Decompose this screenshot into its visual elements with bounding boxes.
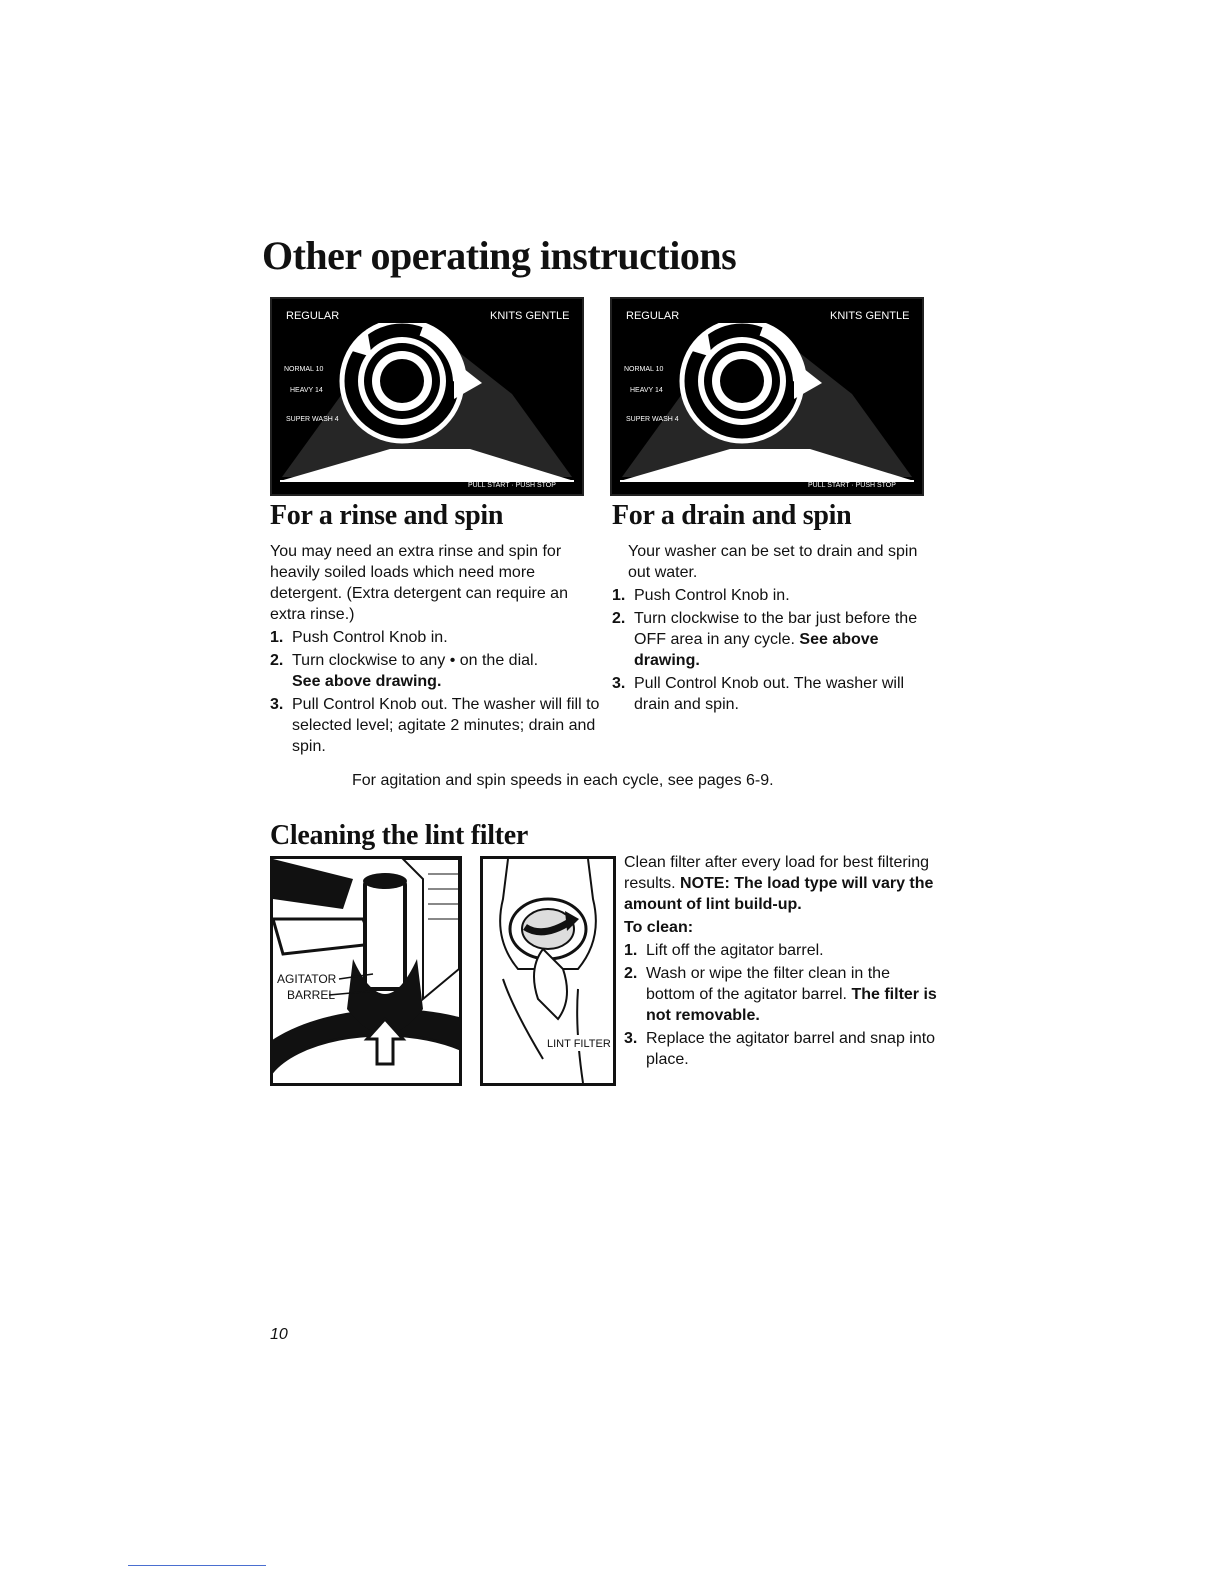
rinse-spin-intro: You may need an extra rinse and spin for heavily soiled loads which need more detergent. (Extra detergent can require an extra rinse.) <box>270 543 568 623</box>
to-clean-label: To clean: <box>624 919 694 936</box>
step-text: Wash or wipe the filter clean in the bottom of the agitator barrel. <box>646 965 890 1003</box>
label-regular: REGULAR <box>286 310 340 322</box>
drain-spin-steps <box>612 585 932 715</box>
step-text: Replace the agitator barrel and snap into place. <box>646 1030 936 1068</box>
step-number: 1. <box>624 942 638 959</box>
lint-filter-drawing <box>483 859 613 1083</box>
label-heavy: HEAVY 14 <box>290 387 323 394</box>
label-heavy: HEAVY 14 <box>630 387 663 394</box>
label-regular: REGULAR <box>626 310 680 322</box>
heading-rinse-spin: For a rinse and spin <box>270 500 504 531</box>
heading-lint-filter: Cleaning the lint filter <box>270 820 528 851</box>
list-item <box>624 1028 942 1070</box>
heading-drain-spin: For a drain and spin <box>612 500 852 531</box>
speeds-note: For agitation and spin speeds in each cycle, see pages 6-9. <box>352 772 774 789</box>
list-item <box>624 940 942 961</box>
step-number: 1. <box>612 587 626 604</box>
label-pull-start: PULL START · PUSH STOP <box>468 482 556 489</box>
step-text: Push Control Knob in. <box>634 587 790 604</box>
rinse-spin-steps <box>270 627 600 757</box>
dial-panel-rinse-spin <box>270 297 584 496</box>
label-agitator: AGITATOR <box>277 972 337 986</box>
control-dial-illustration <box>612 299 922 494</box>
lint-intro <box>624 852 942 915</box>
label-normal: NORMAL 10 <box>624 366 664 373</box>
drain-spin-intro: Your washer can be set to drain and spin out water. <box>628 543 918 581</box>
footer-rule <box>128 1565 266 1566</box>
step-number: 3. <box>612 675 626 692</box>
step-emphasis: See above drawing. <box>292 673 442 690</box>
list-item <box>624 963 942 1026</box>
step-number: 3. <box>270 696 284 713</box>
agitator-barrel-illustration <box>270 856 462 1086</box>
list-item <box>270 627 600 648</box>
step-number: 2. <box>270 652 284 669</box>
step-number: 3. <box>624 1030 638 1047</box>
lint-steps <box>624 940 942 1070</box>
label-knits-gentle: KNITS GENTLE <box>490 310 570 322</box>
label-normal: NORMAL 10 <box>284 366 324 373</box>
drain-spin-text <box>612 541 932 715</box>
step-text: Push Control Knob in. <box>292 629 448 646</box>
lint-filter-text <box>624 852 942 1070</box>
page-number: 10 <box>270 1326 288 1343</box>
step-number: 2. <box>612 610 626 627</box>
list-item <box>270 694 600 757</box>
lint-intro-text: Clean filter after every load for best filtering results. <box>624 854 930 892</box>
step-text: Lift off the agitator barrel. <box>646 942 824 959</box>
page-title: Other operating instructions <box>262 233 737 278</box>
rinse-spin-text <box>270 541 600 757</box>
step-text: Turn clockwise to the bar just before the OFF area in any cycle. <box>634 610 918 648</box>
list-item <box>612 585 932 606</box>
label-barrel: BARREL <box>287 988 336 1002</box>
step-text: Pull Control Knob out. The washer will drain and spin. <box>634 675 905 713</box>
list-item <box>612 673 932 715</box>
label-super-wash: SUPER WASH 4 <box>626 416 679 423</box>
step-emphasis: See above drawing. <box>634 631 879 669</box>
list-item <box>270 650 600 692</box>
step-emphasis: The filter is not removable. <box>646 986 937 1024</box>
step-number: 2. <box>624 965 638 982</box>
lint-filter-illustration <box>480 856 616 1086</box>
label-knits-gentle: KNITS GENTLE <box>830 310 910 322</box>
step-number: 1. <box>270 629 284 646</box>
label-super-wash: SUPER WASH 4 <box>286 416 339 423</box>
step-text: Turn clockwise to any • on the dial. <box>292 652 539 669</box>
dial-panel-drain-spin <box>610 297 924 496</box>
label-lint-filter: LINT FILTER <box>547 1038 611 1050</box>
lint-note: NOTE: The load type will vary the amount of lint build-up. <box>624 875 934 913</box>
control-dial-illustration <box>272 299 582 494</box>
list-item <box>612 608 932 671</box>
step-text: Pull Control Knob out. The washer will fill to selected level; agitate 2 minutes; drain and spin. <box>292 696 600 755</box>
agitator-barrel-drawing <box>273 859 459 1083</box>
label-pull-start: PULL START · PUSH STOP <box>808 482 896 489</box>
